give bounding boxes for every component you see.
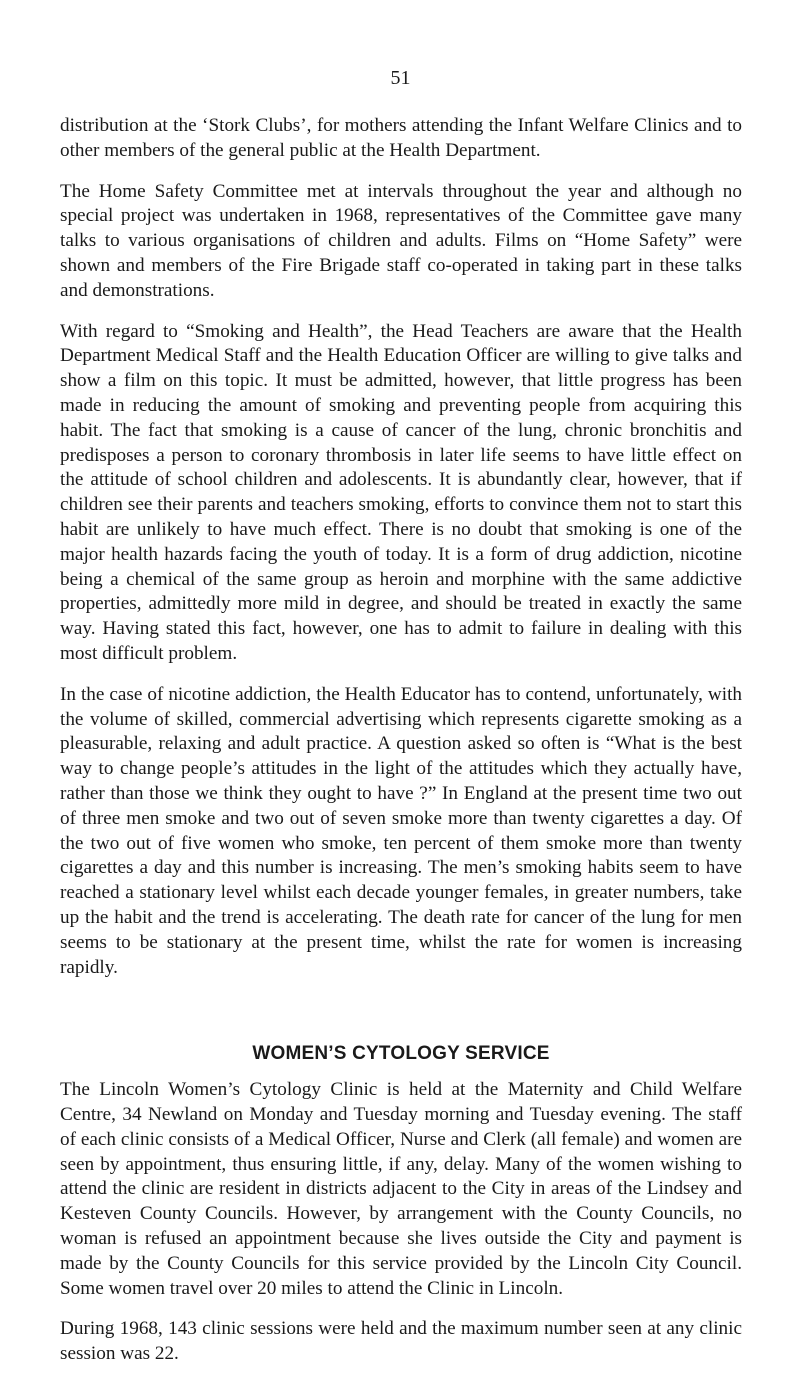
paragraph-stork-clubs: distribution at the ‘Stork Clubs’, for mothers attending the Infant Welfare Clinics and to other members of the general public at the Health Department.	[60, 115, 742, 161]
paragraph-clinic-sessions: During 1968, 143 clinic sessions were held and the maximum number seen at any clinic session was 22.	[60, 1318, 742, 1365]
paragraph-smoking-and-health: With regard to “Smoking and Health”, the Head Teachers are aware that the Health Department Medical Staff and the Health Education Officer are willing to give talks and show a film on this topic. It must be admitted, however, that little progress has been made in reducing the amount of smoking and preventing people from acquiring this habit. The fact that smoking is a cause of cancer of the lung, chronic bronchitis and predisposes a person to coronary thrombosis in later life seems to have little effect on the attitude of school children and adolescents. It is abundantly clear, however, that if children see their parents and teachers smoking, efforts to convince them not to start this habit are unlikely to have much effect. There is no doubt that smoking is one of the major health hazards facing the youth of today. It is a form of drug addiction, nicotine being a chemical of the same group as heroin and morphine with the same addictive properties, admittedly more mild in degree, and should be treated in exactly the same way. Having stated this fact, however, one has to admit to failure in dealing with this most difficult problem.	[60, 320, 742, 664]
page-number: 51	[390, 67, 411, 89]
paragraph-cytology-clinic: The Lincoln Women’s Cytology Clinic is held at the Maternity and Child Welfare Centre, 34 Newland on Monday and Tuesday morning and Tuesday evening. The staff of each clinic consists of a Medical Officer, Nurse and Clerk (all female) and women are seen by appointment, thus ensuring little, if any, delay. Many of the women wishing to attend the clinic are resident in districts adjacent to the City in areas of the Lindsey and Kesteven County Councils. However, by arrangement with the County Councils, no woman is refused an appointment because she lives outside the City and payment is made by the County Councils for this service provided by the Lincoln City Council. Some women travel over 20 miles to attend the Clinic in Lincoln.	[60, 1079, 742, 1299]
paragraph-home-safety: The Home Safety Committee met at intervals throughout the year and although no special project was undertaken in 1968, representatives of the Committee gave many talks to various organisations of children and adults. Films on “Home Safety” were shown and members of the Fire Brigade staff co-operated in taking part in these talks and demonstrations.	[60, 180, 742, 301]
body-text	[60, 114, 742, 1383]
section-heading-cytology: WOMEN’S CYTOLOGY SERVICE	[252, 1043, 550, 1065]
paragraph-nicotine-addiction: In the case of nicotine addiction, the Health Educator has to contend, unfortunately, with the volume of skilled, commercial advertising which represents cigarette smoking as a pleasurable, relaxing and adult practice. A question asked so often is “What is the best way to change people’s attitudes in the light of the attitudes which they actually have, rather than those we think they ought to have ?” In England at the present time two out of three men smoke and two out of seven smoke more than twenty cigarettes a day. Of the two out of five women who smoke, ten percent of them smoke more than twenty cigarettes a day and this number is increasing. The men’s smoking habits seem to have reached a stationary level whilst each decade younger females, in greater numbers, take up the habit and the trend is accelerating. The death rate for cancer of the lung for men seems to be stationary at the present time, whilst the rate for women is increasing rapidly.	[60, 683, 742, 978]
